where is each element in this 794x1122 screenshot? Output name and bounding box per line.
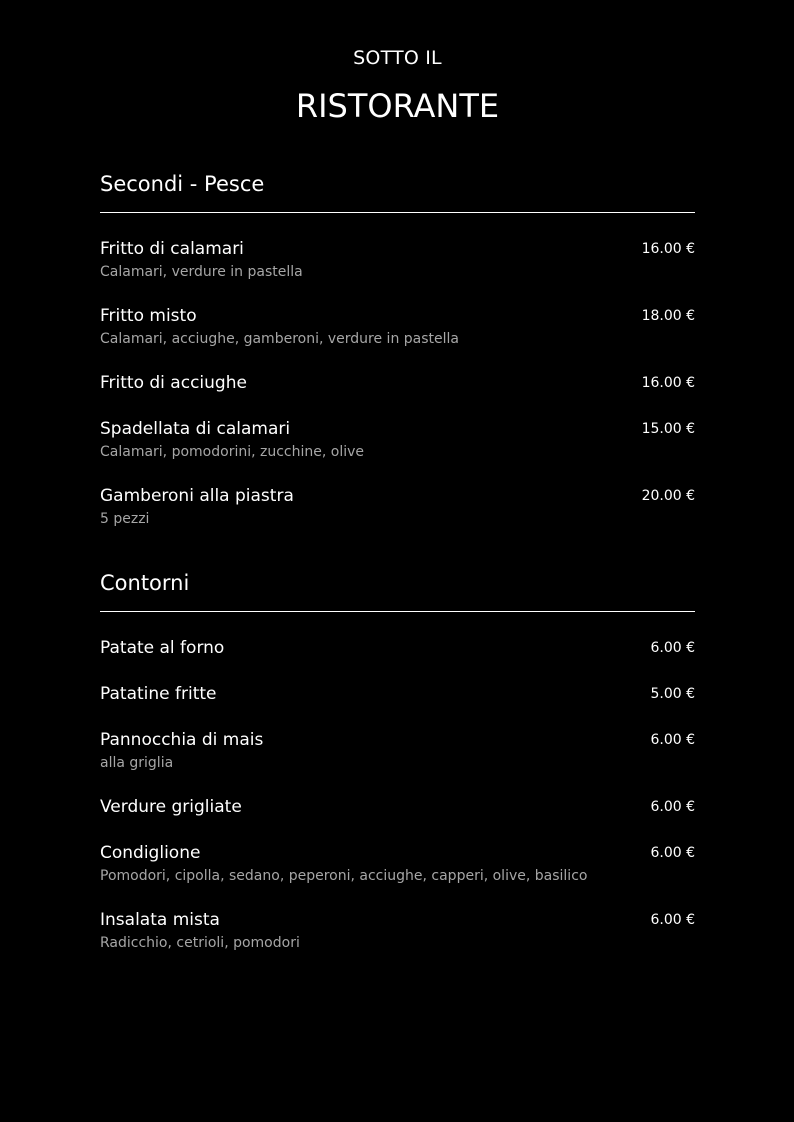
restaurant-title: RISTORANTE [295,87,500,125]
item-price: 20.00 € [641,488,695,504]
item-name: Condiglione [100,843,201,863]
item-description: Calamari, verdure in pastella [100,264,303,280]
section-title: Contorni [100,569,695,612]
menu-section-secondi-pesce [100,170,695,529]
menu-item [100,636,695,660]
item-description: Calamari, acciughe, gamberoni, verdure in pastella [100,331,459,347]
menu-item [100,908,695,953]
menu-section-contorni [100,569,695,953]
item-price: 6.00 € [650,799,695,815]
item-description: Radicchio, cetrioli, pomodori [100,935,300,951]
menu-item [100,841,695,886]
menu-item [100,237,695,282]
item-name: Insalata mista [100,910,220,930]
section-title: Secondi - Pesce [100,170,695,213]
menu-item [100,728,695,773]
item-name: Patate al forno [100,638,225,658]
item-description: Calamari, pomodorini, zucchine, olive [100,444,365,460]
item-description: 5 pezzi [100,511,150,527]
item-name: Fritto misto [100,306,197,326]
restaurant-kicker: SOTTO IL [353,47,442,69]
item-description: alla griglia [100,755,174,771]
item-price: 6.00 € [650,912,695,928]
item-name: Patatine fritte [100,684,217,704]
menu-item [100,304,695,349]
item-name: Gamberoni alla piastra [100,486,294,506]
item-name: Fritto di acciughe [100,373,247,393]
item-price: 16.00 € [641,375,695,391]
item-name: Verdure grigliate [100,797,242,817]
menu-item [100,795,695,819]
item-price: 16.00 € [641,241,695,257]
item-name: Pannocchia di mais [100,730,264,750]
item-price: 6.00 € [650,732,695,748]
menu-item [100,484,695,529]
item-name: Spadellata di calamari [100,419,291,439]
item-price: 5.00 € [650,686,695,702]
section-items [100,237,695,529]
menu-item [100,682,695,706]
menu-item [100,371,695,395]
item-price: 6.00 € [650,845,695,861]
menu-item [100,417,695,462]
item-name: Fritto di calamari [100,239,244,259]
item-price: 15.00 € [641,421,695,437]
item-price: 6.00 € [650,640,695,656]
item-price: 18.00 € [641,308,695,324]
menu-header [100,0,695,126]
item-description: Pomodori, cipolla, sedano, peperoni, acciughe, capperi, olive, basilico [100,868,588,884]
section-items [100,636,695,953]
